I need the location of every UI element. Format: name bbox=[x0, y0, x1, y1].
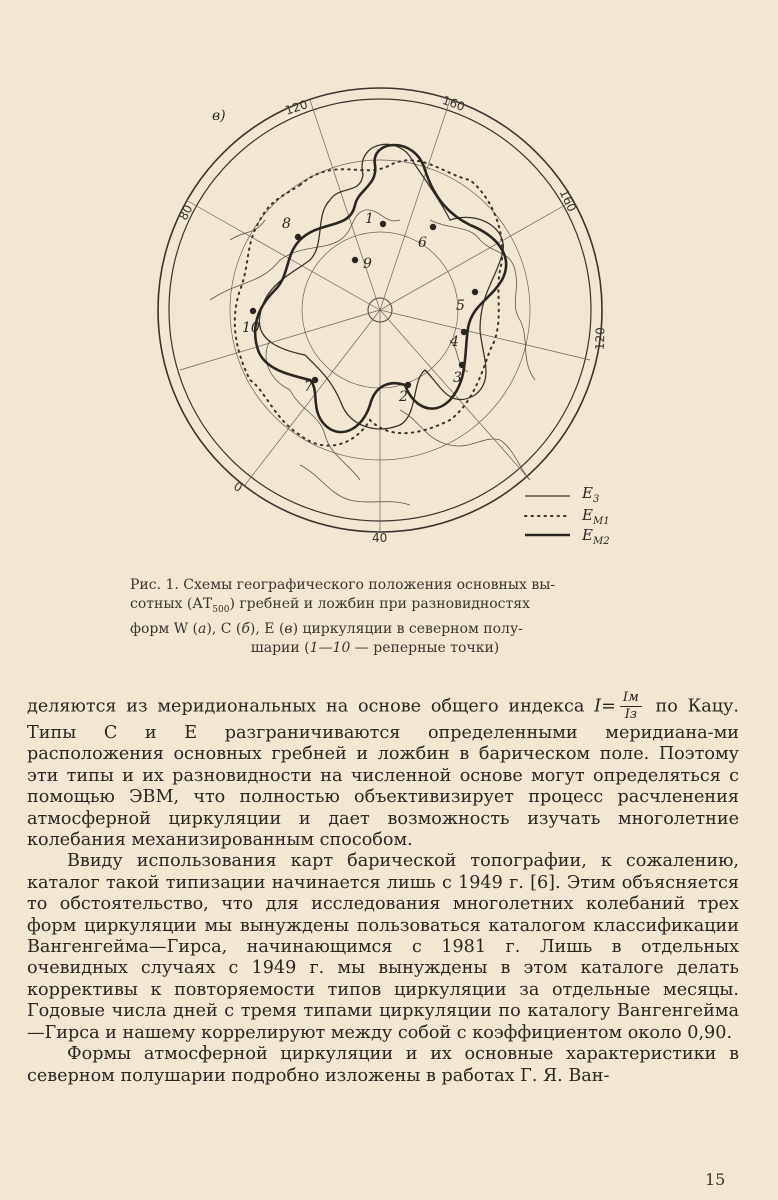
point-label-2: 2 bbox=[399, 389, 408, 405]
point-label-6: 6 bbox=[418, 235, 427, 251]
paragraph-1: деляются из меридиональных на основе общего индекса I= $\frac{Iм}{Iз}$ по Кацу. Типы С и Е разграничиваются определенными меридиана-ми расположения основных гребней и ложбин в барическом поле. Поэтому эти типы и их разновидности на численной основе могут определяться с помощью ЭВМ, что полностью объективизирует процесс расчленения атмосферной циркуляции и дает возможность изучать многолетние колебания механизированным способом. bbox=[27, 690, 739, 851]
degree-label-120: 120 bbox=[283, 97, 310, 118]
point-label-10: 10 bbox=[242, 320, 260, 336]
paragraph-3: Формы атмосферной циркуляции и их основные характеристики в северном полушарии подробно изложены в работах Г. Я. Ван- bbox=[27, 1044, 739, 1086]
polar-map-figure bbox=[150, 80, 630, 550]
point-label-8: 8 bbox=[282, 216, 291, 232]
degree-label-120-right: 120 bbox=[592, 326, 608, 351]
caption-line-1: Рис. 1. Схемы географического положения основных вы- bbox=[130, 577, 556, 593]
meridians bbox=[180, 100, 590, 532]
paragraph-2: Ввиду использования карт барической топографии, к сожалению, каталог такой типизации начинается лишь с 1949 г. [6]. Этим объясняется то обстоятельство, что для исследования многолетних колебаний трех форм циркуляции мы вынуждены пользоваться каталогом классификации Вангенгейма—Гирса, начинающимся с 1981 г. Лишь в отдельных очевидных случаях с 1949 г. мы вынуждены в этом каталоге делать коррективы к повторяемости типов циркуляции за отдельные месяцы. Годовые числа дней с тремя типами циркуляции по каталогу Вангенгейма—Гирса и нашему коррелируют между собой с коэффициентом около 0,90. bbox=[27, 851, 739, 1043]
point-label-3: 3 bbox=[453, 370, 462, 386]
caption-line-4: шарии (1—10 — реперные точки) bbox=[250, 639, 500, 656]
legend bbox=[525, 484, 610, 547]
point-label-7: 7 bbox=[304, 379, 313, 395]
degree-label-80: 80 bbox=[176, 202, 196, 223]
reference-points bbox=[250, 221, 478, 388]
point-label-5: 5 bbox=[456, 298, 465, 314]
panel-label: в) bbox=[212, 108, 226, 124]
point-label-4: 4 bbox=[450, 334, 459, 350]
index-fraction: $\frac{Iм}{Iз}$ bbox=[620, 690, 642, 723]
legend-label-e3: $E_3$ bbox=[582, 484, 600, 505]
degree-label-160-right: 160 bbox=[556, 187, 580, 214]
body-text bbox=[27, 690, 739, 1087]
caption-line-2: сотных $(АТ_{500})$ гребней и ложбин при разновидностях bbox=[130, 596, 530, 615]
degree-label-40: 40 bbox=[372, 531, 388, 545]
degree-label-0: 0 bbox=[231, 478, 245, 495]
coastlines bbox=[210, 210, 535, 505]
legend-label-em2: $E_{M2}$ bbox=[582, 526, 610, 547]
degree-label-160: 160 bbox=[440, 92, 467, 114]
caption-line-3: форм W (а), С (б), Е (в) циркуляции в северном полу- bbox=[130, 620, 523, 637]
figure-caption bbox=[130, 576, 620, 658]
point-label-1: 1 bbox=[365, 211, 374, 227]
legend-label-em1: $E_{M1}$ bbox=[582, 506, 610, 527]
polar-map bbox=[150, 80, 630, 550]
page-number: 15 bbox=[705, 1170, 726, 1189]
point-label-9: 9 bbox=[363, 256, 372, 272]
